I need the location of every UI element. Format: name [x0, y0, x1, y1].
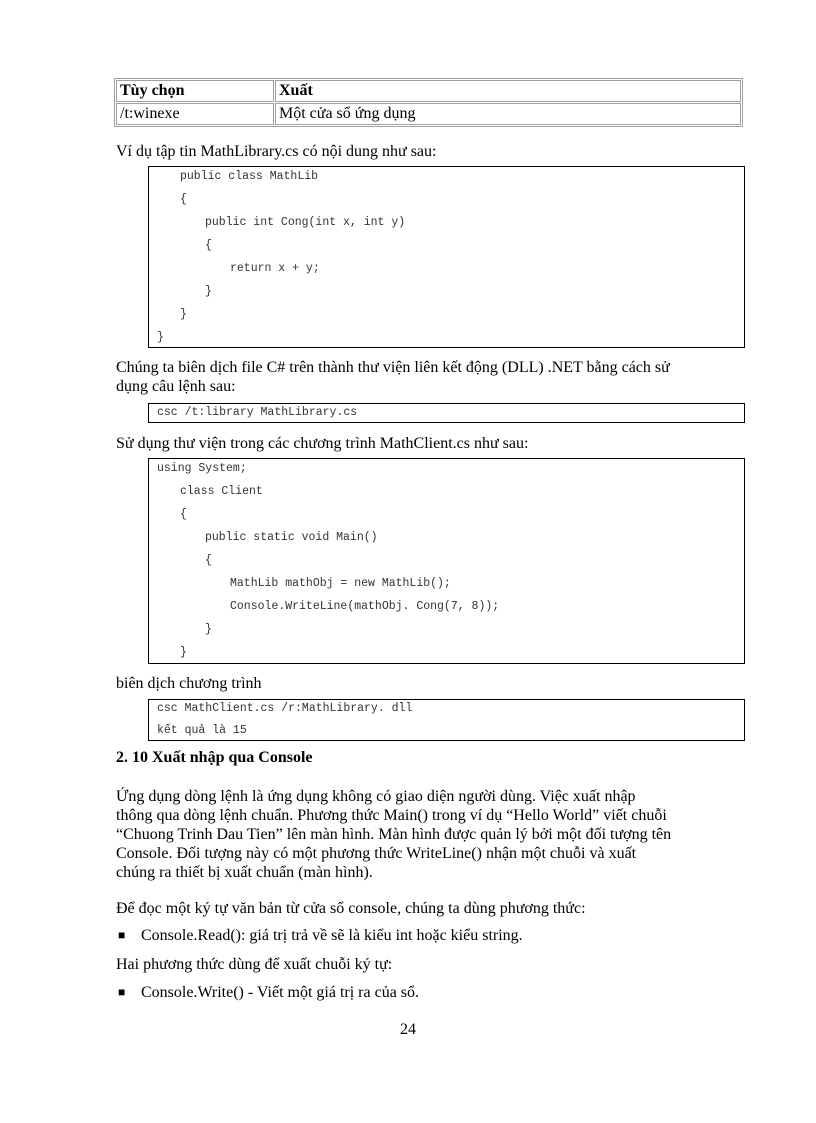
code-block-compile-dll [148, 403, 745, 423]
code-block-client [148, 458, 745, 664]
code-line: public int Cong(int x, int y) [205, 216, 406, 229]
code-block-compile-client [148, 699, 745, 741]
code-line: { [205, 239, 212, 252]
compile-program-label: biên dịch chương trình [116, 675, 262, 692]
intro-mathlibrary-text: Ví dụ tập tin MathLibrary.cs có nội dung như sau: [116, 143, 437, 160]
code-line: csc /t:library MathLibrary.cs [157, 406, 358, 419]
page-number: 24 [400, 1021, 416, 1038]
code-line: } [180, 308, 187, 321]
compile-dll-text-line: Chúng ta biên dịch file C# trên thành thư viện liên kết động (DLL) .NET bằng cách sử [116, 359, 670, 376]
table-cell: /t:winexe [116, 103, 274, 125]
code-line: } [180, 646, 187, 659]
code-line: } [157, 331, 164, 344]
paragraph-line: thông qua dòng lệnh chuẩn. Phương thức Main() trong ví dụ “Hello World” viết chuỗi [116, 807, 667, 824]
bullet-square-icon: ■ [118, 928, 126, 942]
compile-dll-text-line: dụng câu lệnh sau: [116, 378, 236, 395]
write-bullet-text: Console.Write() - Viết một giá trị ra của sổ. [141, 984, 420, 1001]
write-intro-text: Hai phương thức dùng để xuất chuỗi ký tự: [116, 956, 393, 973]
code-line: return x + y; [230, 262, 320, 275]
code-line: { [180, 508, 187, 521]
paragraph-line: “Chuong Trinh Dau Tien” lên màn hình. Màn hình được quản lý bởi một đối tượng tên [116, 826, 672, 843]
code-line: class Client [180, 485, 263, 498]
paragraph-line: Ứng dụng dòng lệnh là ứng dụng không có giao diện người dùng. Việc xuất nhập [116, 788, 636, 805]
code-line: using System; [157, 462, 247, 475]
code-line: Console.WriteLine(mathObj. Cong(7, 8)); [230, 600, 500, 613]
table-cell: Một cửa sổ ứng dụng [275, 103, 741, 125]
code-line: public class MathLib [180, 170, 319, 183]
code-line: } [205, 623, 212, 636]
table-header-row [116, 80, 741, 102]
intro-client-text: Sử dụng thư viện trong các chương trình MathClient.cs như sau: [116, 435, 529, 452]
options-table [114, 78, 743, 127]
bullet-square-icon: ■ [118, 985, 126, 999]
table-row [116, 103, 741, 125]
table-header-cell: Xuất [275, 80, 741, 102]
code-line: } [205, 285, 212, 298]
code-line: public static void Main() [205, 531, 378, 544]
code-line: MathLib mathObj = new MathLib(); [230, 577, 451, 590]
code-block-mathlib [148, 166, 745, 348]
read-bullet-text: Console.Read(): giá trị trả về sẽ là kiểu int hoặc kiểu string. [141, 927, 523, 944]
table-header-cell: Tùy chọn [116, 80, 274, 102]
code-line: { [180, 193, 187, 206]
code-line: csc MathClient.cs /r:MathLibrary. dll [157, 702, 413, 715]
code-line: { [205, 554, 212, 567]
paragraph-line: Console. Đối tượng này có một phương thức WriteLine() nhận một chuỗi và xuất [116, 845, 637, 862]
paragraph-line: chúng ra thiết bị xuất chuẩn (màn hình). [116, 864, 373, 881]
code-line: kết quả là 15 [157, 724, 247, 737]
section-heading: 2. 10 Xuất nhập qua Console [116, 749, 313, 766]
read-intro-text: Để đọc một ký tự văn bản từ cửa sổ console, chúng ta dùng phương thức: [116, 900, 586, 917]
